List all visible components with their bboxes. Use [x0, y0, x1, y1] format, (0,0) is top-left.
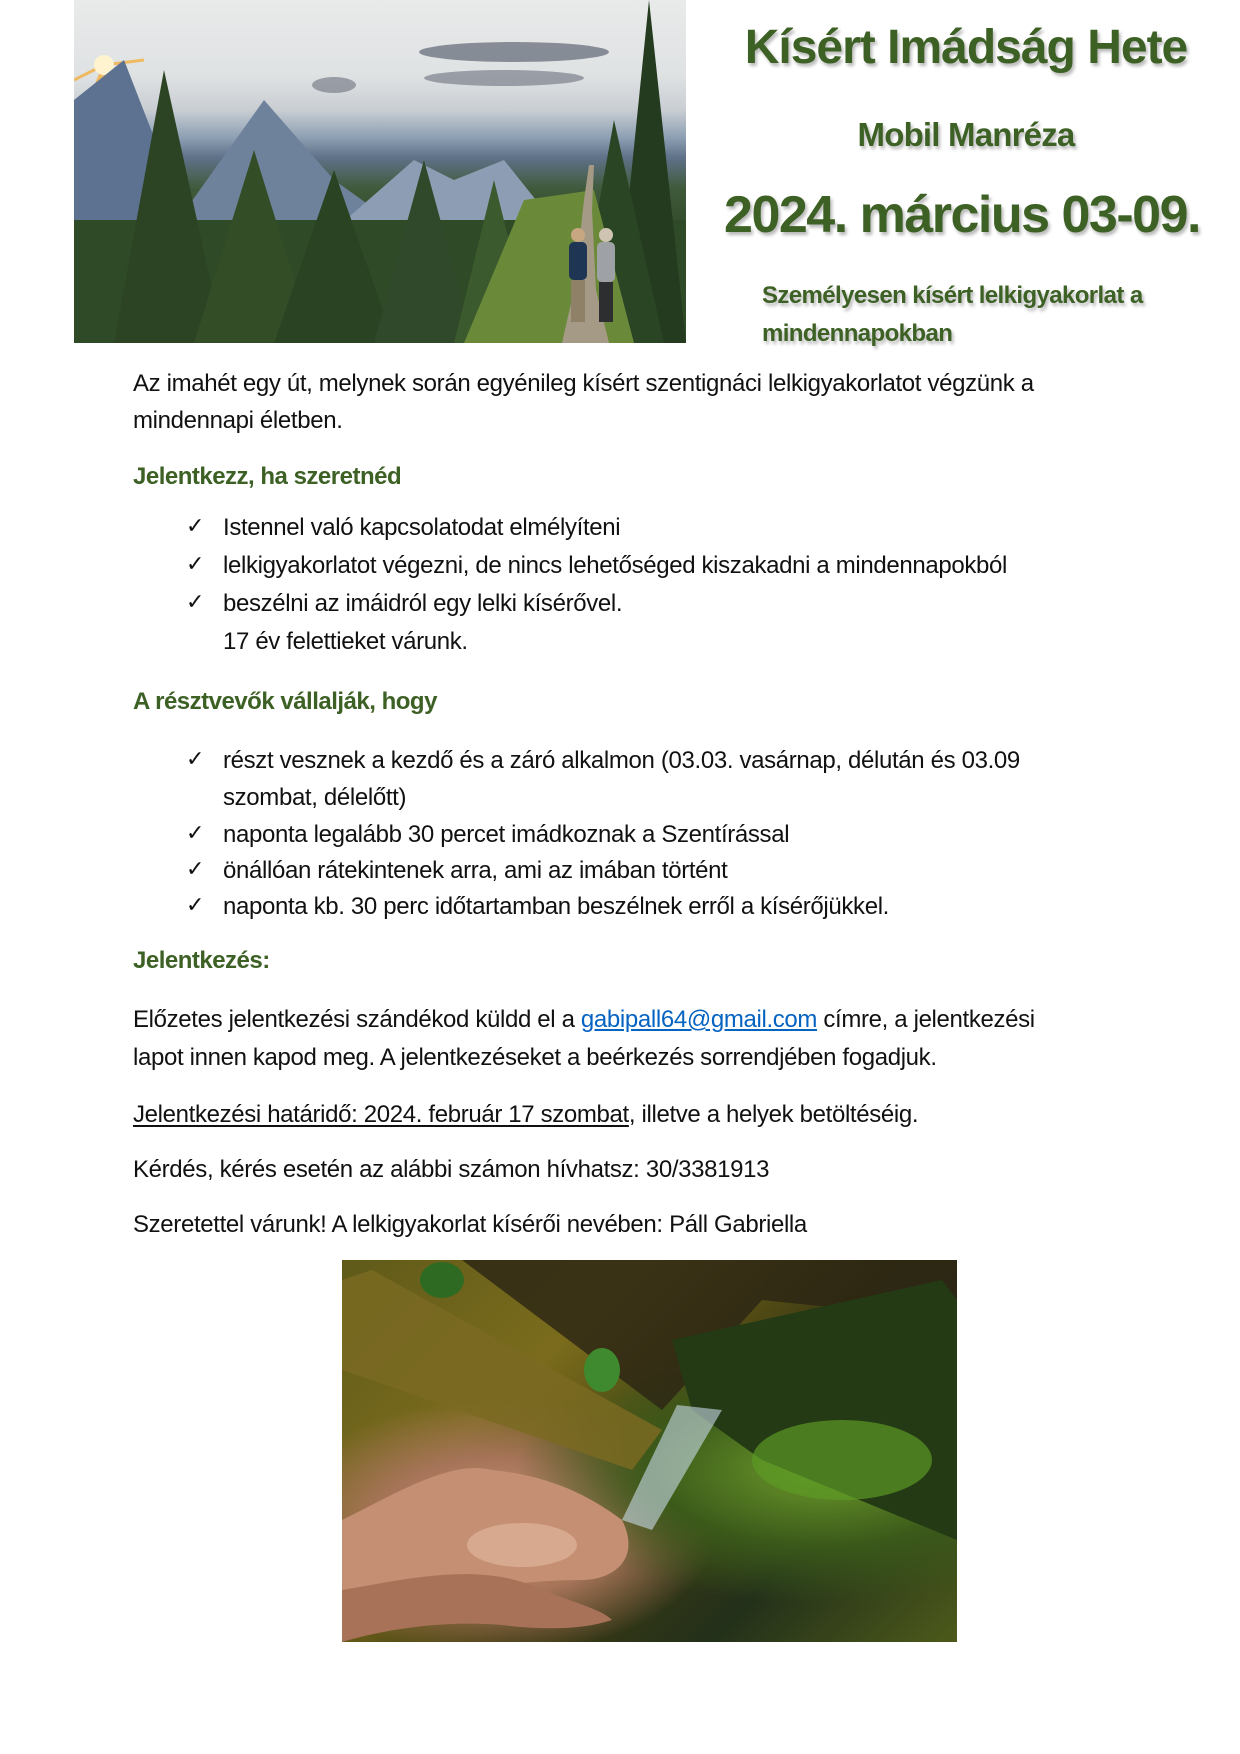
section-heading-registration: Jelentkezés:: [133, 947, 270, 974]
hiking-photo-illustration: [74, 0, 686, 343]
intro-line-2: mindennapi életben.: [133, 407, 343, 434]
registration-paragraph-line-2: lapot innen kapod meg. A jelentkezéseket a beérkezés sorrendjében fogadjuk.: [133, 1044, 937, 1071]
tagline-line-1: Személyesen kísért lelkigyakorlat a: [762, 282, 1143, 309]
hiking-photo: [74, 0, 686, 343]
check-icon: ✓: [186, 552, 205, 577]
section-heading-apply-if: Jelentkezz, ha szeretnéd: [133, 463, 402, 490]
list-item-text: részt vesznek a kezdő és a záró alkalmon (03.03. vasárnap, délután és 03.09: [223, 747, 1020, 774]
check-icon: ✓: [186, 893, 205, 918]
registration-text-cont: címre, a jelentkezési: [817, 1006, 1035, 1033]
list-item-text: lelkigyakorlatot végezni, de nincs lehetőséged kiszakadni a mindennapokból: [223, 552, 1007, 579]
list-item-text: Istennel való kapcsolatodat elmélyíteni: [223, 514, 621, 541]
tagline: [762, 277, 1143, 353]
deadline-rest: , illetve a helyek betöltéséig.: [628, 1101, 919, 1128]
list-item-text-continued: szombat, délelőtt): [223, 784, 407, 811]
event-date: 2024. március 03-09.: [724, 186, 1200, 244]
spring-water-illustration: [342, 1260, 957, 1642]
subtitle: Mobil Manréza: [857, 116, 1075, 153]
section-heading-participants-commit: A résztvevők vállalják, hogy: [133, 688, 437, 715]
spring-water-photo: [342, 1260, 957, 1642]
check-icon: ✓: [186, 857, 205, 882]
contact-phone: Kérdés, kérés esetén az alábbi számon hívhatsz: 30/3381913: [133, 1156, 770, 1183]
check-icon: ✓: [186, 590, 205, 615]
check-icon: ✓: [186, 821, 205, 846]
page-title: Kísért Imádság Hete: [744, 21, 1188, 74]
list-item-text: beszélni az imáidról egy lelki kísérővel.: [223, 590, 623, 617]
list-item-text: önállóan rátekintenek arra, ami az imában történt: [223, 857, 728, 884]
intro-line-1: Az imahét egy út, melynek során egyénileg kísért szentignáci lelkigyakorlatot végzünk a: [133, 370, 1034, 397]
list-item-text: naponta kb. 30 perc időtartamban beszélnek erről a kísérőjükkel.: [223, 893, 889, 920]
deadline: [133, 1103, 918, 1127]
tagline-line-2: mindennapokban: [762, 320, 953, 347]
registration-paragraph-line-1: [133, 1008, 1035, 1032]
deadline-date: Jelentkezési határidő: 2024. február 17 szombat: [133, 1101, 629, 1128]
signature: Szeretettel várunk! A lelkigyakorlat kísérői nevében: Páll Gabriella: [133, 1211, 807, 1238]
registration-text: Előzetes jelentkezési szándékod küldd el a: [133, 1006, 581, 1033]
check-icon: ✓: [186, 747, 205, 772]
list-item-text: naponta legalább 30 percet imádkoznak a Szentírással: [223, 821, 790, 848]
email-link[interactable]: gabipall64@gmail.com: [580, 1006, 818, 1033]
hands: [342, 1468, 628, 1642]
age-note: 17 év felettieket várunk.: [223, 628, 468, 655]
check-icon: ✓: [186, 514, 205, 539]
